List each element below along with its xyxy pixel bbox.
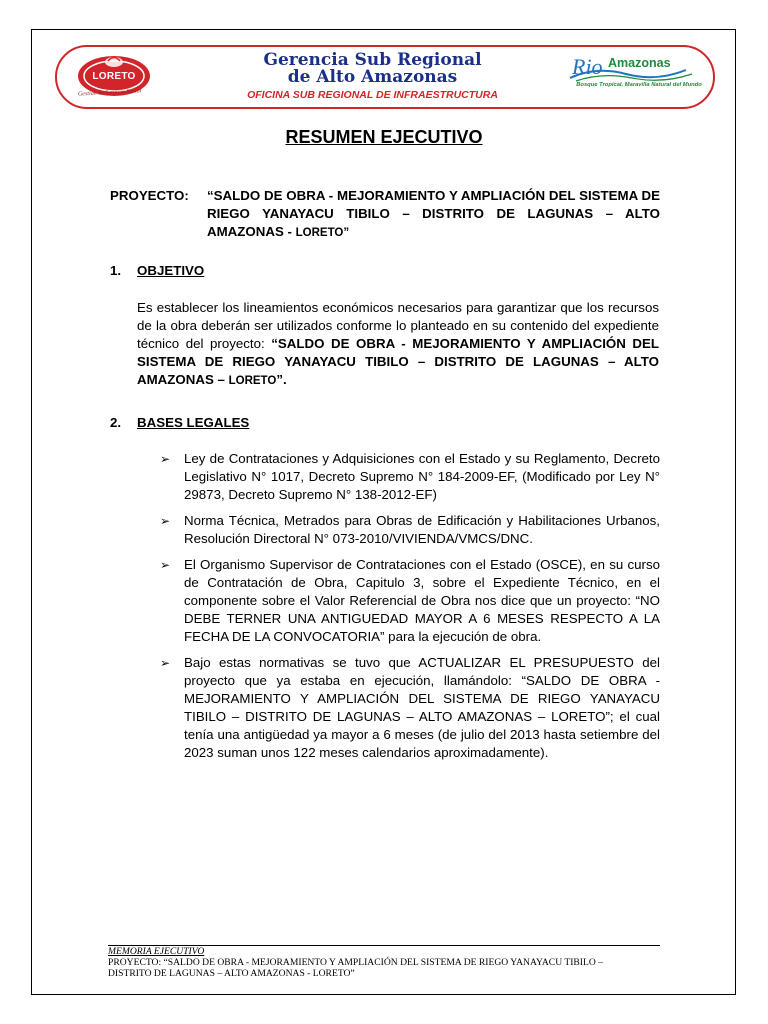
section-bases-legales-heading (110, 415, 350, 433)
rio-word: Rio (572, 54, 603, 79)
project-name-end: LORETO” (295, 227, 350, 239)
arrow-bullet-icon: ➢ (160, 558, 171, 572)
document-title: RESUMEN EJECUTIVO (285, 127, 483, 147)
list-item (160, 654, 660, 762)
list-item-text: Norma Técnica, Metrados para Obras de Edificación y Habilitaciones Urbanos, Resolución Directoral N° 073-2010/VIVIENDA/VMCS/DNC. (184, 513, 660, 546)
bases-legales-list (160, 450, 660, 770)
project-name (207, 187, 660, 242)
list-item (160, 450, 660, 504)
section-objetivo-heading (110, 263, 310, 281)
footer-line1: PROYECTO: “SALDO DE OBRA - MEJORAMIENTO Y AMPLIACIÓN DEL SISTEMA DE RIEGO YANAYACU TIBILO – (108, 957, 603, 968)
rio-tagline: Bosque Tropical, Maravilla Natural del Mundo (576, 82, 702, 88)
project-name-main: “SALDO DE OBRA - MEJORAMIENTO Y AMPLIACIÓN DEL SISTEMA DE RIEGO YANAYACU TIBILO – DISTRITO DE LAGUNAS – ALTO AMAZONAS - (207, 188, 660, 239)
organization-name (175, 52, 570, 86)
loreto-logo-text: LORETO (92, 71, 136, 82)
objetivo-close: ”. (276, 372, 287, 387)
page-footer (108, 946, 660, 979)
objetivo-paragraph (137, 299, 659, 390)
organization-name-line2: de Alto Amazonas (287, 67, 458, 87)
arrow-bullet-icon: ➢ (160, 656, 171, 670)
arrow-bullet-icon: ➢ (160, 452, 171, 466)
objetivo-text: Es establecer los lineamientos económicos necesarios para garantizar que los recursos de la obra deberán ser utilizados conforme lo planteado en su contenido del expediente técnico del proyecto: (137, 300, 659, 351)
section-number: 1. (110, 263, 122, 278)
list-item (160, 512, 660, 548)
office-name: OFICINA SUB REGIONAL DE INFRAESTRUCTURA (247, 89, 498, 101)
list-item-text: Ley de Contrataciones y Adquisiciones con el Estado y su Reglamento, Decreto Legislativo N° 1017, Decreto Supremo N° 184-2009-EF, (Modificado por Ley N° 29873, Decreto Supremo N° 138-2012-EF) (184, 451, 660, 502)
organization-name-line1: Gerencia Sub Regional (263, 50, 482, 70)
loreto-tagline: Gestión de Servicio Social (77, 88, 142, 98)
section-number: 2. (110, 415, 122, 430)
arrow-bullet-icon: ➢ (160, 514, 171, 528)
list-item-text: Bajo estas normativas se tuvo que ACTUALIZAR EL PRESUPUESTO del proyecto que ya estaba en ejecución, llamándolo: “SALDO DE OBRA - MEJORAMIENTO Y AMPLIACIÓN DEL SISTEMA DE RIEGO YANAYACU TIBILO – DISTRITO DE LAGUNAS – ALTO AMAZONAS – LORETO”; el cual tenía una antigüedad ya mayor a 6 meses (de julio del 2013 hasta setiembre del 2023 suman unos 122 meses calendarios aproximadamente). (184, 655, 660, 760)
list-item (160, 556, 660, 646)
amazonas-word: Amazonas (608, 56, 671, 70)
section-title: BASES LEGALES (137, 415, 250, 430)
footer-title: MEMORIA EJECUTIVO (108, 946, 205, 957)
project-label: PROYECTO: (110, 188, 189, 203)
footer-line2: DISTRITO DE LAGUNAS – ALTO AMAZONAS - LORETO” (108, 968, 355, 979)
list-item-text: El Organismo Supervisor de Contrataciones con el Estado (OSCE), en su curso de Contratación de Obra, Capitulo 3, sobre el Expediente Técnico, en el componente sobre el Valor Referencial de Obra nos dice que un proyecto: “NO DEBE TERNER UNA ANTIGUEDAD MAYOR A 6 MESES RESPECTO A LA FECHA DE LA CONVOCATORIA” para la ejecución de obra. (184, 557, 660, 644)
objetivo-project-name: “SALDO DE OBRA - MEJORAMIENTO Y AMPLIACIÓN DEL SISTEMA DE RIEGO YANAYACU TIBILO – DISTRITO DE LAGUNAS – ALTO AMAZONAS – (137, 336, 659, 387)
rio-amazonas-logo (566, 52, 708, 102)
objetivo-project-end: LORETO (228, 375, 277, 387)
section-title: OBJETIVO (137, 263, 205, 278)
